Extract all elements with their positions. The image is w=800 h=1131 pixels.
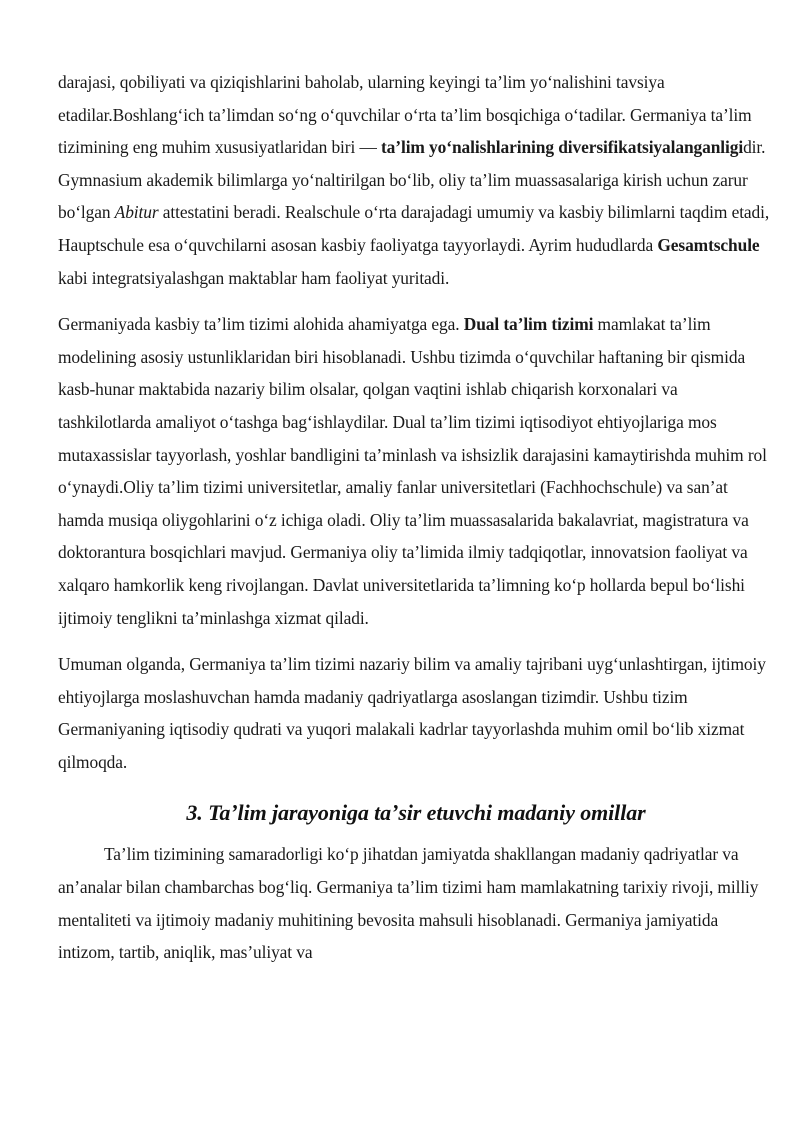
text-span: kabi integratsiyalashgan maktablar ham faoliyat yuritadi. — [58, 267, 450, 288]
document-page — [58, 66, 774, 969]
paragraph-dual-system — [58, 308, 774, 634]
section-heading: 3. Taʼlim jarayoniga taʼsir etuvchi madaniy omillar — [186, 800, 646, 826]
bold-term: taʼlim yoʻnalishlarining diversifikatsiyalanganligi — [380, 137, 744, 158]
paragraph-school-types — [58, 66, 774, 294]
text-span: attestatini beradi. Realschule oʻrta darajadagi umumiy va kasbiy bilimlarni taqdim etadi, Hauptschule esa oʻquvchilarni asosan kasbiy faoliyatga tayyorlaydi. Ayrim hududlarda — [58, 202, 770, 255]
bold-term: Gesamtschule — [657, 234, 760, 255]
text-span: mamlakat taʼlim modelining asosiy ustunliklaridan biri hisoblanadi. Ushbu tizimda oʻquvchilar haftaning bir qismida kasb-hunar maktabida nazariy bilim olsalar, qolgan vaqtini ishlab chiqarish korxonalari va tashkilotlarda amaliyot oʻtashga bagʻishlaydilar. Dual taʼlim tizimi iqtisodiyot ehtiyojlariga mos mutaxassislar tayyorlash, yoshlar bandligini taʼminlash va ishsizlik darajasini kamaytirishda muhim rol oʻynaydi.Oliy taʼlim tizimi universitetlar, amaliy fanlar universitetlari (Fachhochschule) va sanʼat hamda musiqa oliygohlarini oʻz ichiga oladi. Oliy taʼlim muassasalarida bakalavriat, magistratura va doktorantura bosqichlari mavjud. Germaniya oliy taʼlimida ilmiy tadqiqotlar, innovatsion faoliyat va xalqaro hamkorlik keng rivojlangan. Davlat universitetlarida taʼlimning koʻp hollarda bepul boʻlishi ijtimoiy tenglikni taʼminlashga xizmat qiladi. — [58, 314, 767, 628]
text-span: darajasi, qobiliyati va qiziqishlarini baholab, ularning keyingi taʼlim yoʻnalishini tavsiya etadilar.Boshlangʻich taʼlimdan soʻng oʻquvchilar oʻrta taʼlim bosqichiga oʻtadilar. Germaniya taʼlim tizimining eng muhim xususiyatlaridan biri — — [58, 72, 752, 158]
paragraph-cultural-factors: Taʼlim tizimining samaradorligi koʻp jihatdan jamiyatda shakllangan madaniy qadriyatlar va anʼanalar bilan chambarchas bogʻliq. Germaniya taʼlim tizimi ham mamlakatning tarixiy rivoji, milliy mentaliteti va ijtimoiy madaniy muhitining bevosita mahsuli hisoblanadi. Germaniya jamiyatida intizom, tartib, aniqlik, masʼuliyat va — [58, 844, 759, 963]
bold-term: Dual taʼlim tizimi — [463, 314, 594, 335]
italic-term: Abitur — [114, 202, 159, 223]
paragraph-conclusion: Umuman olganda, Germaniya taʼlim tizimi nazariy bilim va amaliy tajribani uygʻunlashtirgan, ijtimoiy ehtiyojlarga moslashuvchan hamda madaniy qadriyatlarga asoslangan tizimdir. Ushbu tizim Germaniyaning iqtisodiy qudrati va yuqori malakali kadrlar tayyorlashda muhim omil boʻlib xizmat qilmoqda. — [58, 654, 766, 772]
text-span: Germaniyada kasbiy taʼlim tizimi alohida ahamiyatga ega. — [58, 314, 464, 335]
text-span: dir. Gymnasium akademik bilimlarga yoʻnaltirilgan boʻlib, oliy taʼlim muassasalariga kirish uchun zarur boʻlgan — [58, 137, 766, 223]
